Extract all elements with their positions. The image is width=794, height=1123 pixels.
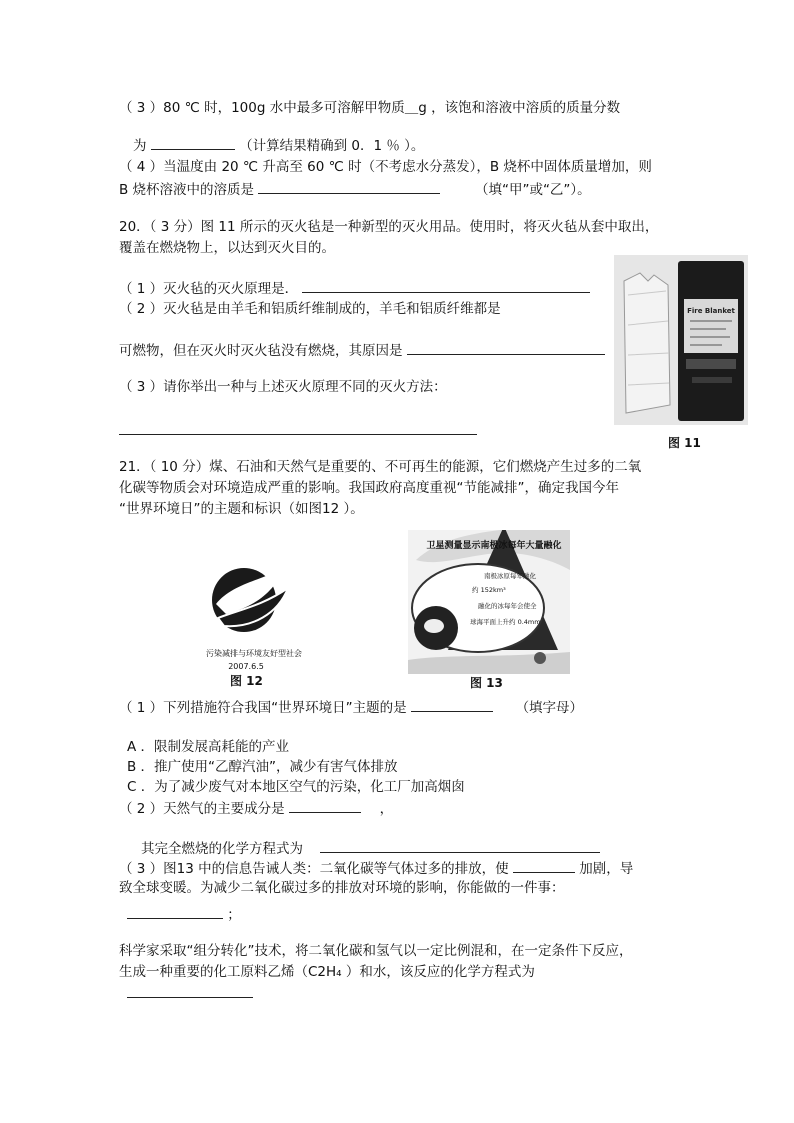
q20-part3: （ 3 ）请你举出一种与上述灭火原理不同的灭火方法： [119, 379, 447, 395]
answer-blank[interactable] [127, 904, 223, 919]
q21-part2-line1 [119, 798, 393, 818]
option-c: C ．为了减少废气对本地区空气的污染，化工厂加高烟囱 [127, 779, 465, 795]
q20-intro-line2: 覆盖在燃烧物上，以达到灭火目的。 [119, 240, 335, 256]
q21-part3-line1 [119, 858, 633, 878]
q19-part3-suffix: （计算结果精确到 0．1 ％ ）。 [239, 138, 425, 154]
fig13-line4: 球海平面上升约 0.4mm [470, 618, 541, 626]
q21-intro-line1: 21．（ 10 分）煤、石油和天然气是重要的、不可再生的能源，它们燃烧产生过多的二氧 [119, 459, 642, 475]
q21-part3-semicolon: ； [227, 907, 241, 923]
q19-part4-line2 [119, 179, 591, 199]
q21-part2-text: （ 2 ）天然气的主要成分是 [119, 801, 285, 817]
figure-11-fire-blanket [614, 255, 748, 425]
figure-13-caption: 图 13 [470, 676, 503, 690]
q19-part3-line1: （ 3 ）80 ℃ 时，100g 水中最多可溶解甲物质＿g ，该饱和溶液中溶质的质量分数 [119, 100, 621, 116]
q20-intro-line1: 20．（ 3 分）图 11 所示的灭火毡是一种新型的灭火用品。使用时，将灭火毡从套中取出， [119, 219, 659, 235]
figure-13-antarctic-ice [408, 530, 570, 674]
q19-part4-line1: （ 4 ）当温度由 20 ℃ 升高至 60 ℃ 时（不考虑水分蒸发），B 烧杯中固体质量增加，则 [119, 159, 652, 175]
figure-11-caption: 图 11 [668, 436, 701, 450]
q20-part2-text: 可燃物，但在灭火时灭火毡没有燃烧，其原因是 [119, 343, 403, 359]
q21-intro-line3: “世界环境日”的主题和标识（如图12 ）。 [119, 501, 364, 517]
q21-part1 [119, 697, 583, 717]
q21-part2-line2 [141, 838, 600, 858]
q19-part3-prefix: 为 [133, 138, 147, 154]
q20-part2-line2 [119, 340, 605, 360]
fig13-line2: 约 152km³ [472, 586, 506, 594]
answer-blank[interactable] [258, 179, 440, 194]
fig13-line1: 南极冰原每年融化 [484, 572, 536, 580]
answer-blank[interactable] [411, 697, 493, 712]
fig12-date: 2007.6.5 [228, 662, 264, 671]
q20-part1-text: （ 1 ）灭火毡的灭火原理是． [119, 281, 299, 297]
option-b: B ．推广使用“乙醇汽油”，减少有害气体排放 [127, 759, 398, 775]
option-a: A ．限制发展高耗能的产业 [127, 739, 290, 755]
answer-blank[interactable] [513, 858, 575, 873]
package-label: Fire Blanket [687, 307, 735, 315]
q21-part4-line2: 生成一种重要的化工原料乙烯（C2H₄ ）和水，该反应的化学方程式为 [119, 964, 535, 980]
fig13-title: 卫星测量显示南极冰每年大量融化 [426, 541, 562, 551]
q19-part4-suffix: （填“甲”或“乙”）。 [474, 182, 591, 198]
q21-part3-line3 [127, 904, 241, 924]
q21-part3-line2: 致全球变暖。为减少二氧化碳过多的排放对环境的影响，你能做的一件事： [119, 880, 565, 896]
q21-part3-suffix: 加剧，导 [579, 861, 634, 877]
q21-equation-prompt: 其完全燃烧的化学方程式为 [141, 841, 303, 857]
answer-blank[interactable] [320, 838, 600, 853]
fig13-line3: 融化的冰每年会使全 [478, 602, 537, 610]
answer-blank[interactable] [407, 340, 605, 355]
q19-part3-line2 [133, 135, 424, 155]
answer-line[interactable] [127, 997, 253, 998]
q21-part1-text: （ 1 ）下列措施符合我国“世界环境日”主题的是 [119, 700, 407, 716]
figure-12-environment-day-logo [192, 562, 322, 674]
figure-12-caption: 图 12 [230, 674, 263, 688]
q19-part4-prefix: B 烧杯溶液中的溶质是 [119, 182, 255, 198]
q21-part1-suffix: （填字母） [515, 700, 584, 716]
q20-part1 [119, 278, 590, 298]
penguin-icon [534, 652, 546, 664]
q21-part3-text: （ 3 ）图13 中的信息告诫人类：二氧化碳等气体过多的排放，使 [119, 861, 509, 877]
q21-intro-line2: 化碳等物质会对环境造成严重的影响。我国政府高度重视“节能减排”，确定我国今年 [119, 480, 619, 496]
q21-part4-line1: 科学家采取“组分转化”技术，将二氧化碳和氢气以一定比例混和，在一定条件下反应， [119, 943, 633, 959]
answer-blank[interactable] [151, 135, 235, 150]
answer-line[interactable] [119, 434, 477, 435]
answer-blank[interactable] [289, 798, 361, 813]
q21-part2-suffix: ， [379, 801, 394, 817]
q20-part2-line1: （ 2 ）灭火毡是由羊毛和铝质纤维制成的，羊毛和铝质纤维都是 [119, 301, 501, 317]
answer-blank[interactable] [302, 278, 590, 293]
fig12-slogan: 污染减排与环境友好型社会 [206, 649, 302, 658]
